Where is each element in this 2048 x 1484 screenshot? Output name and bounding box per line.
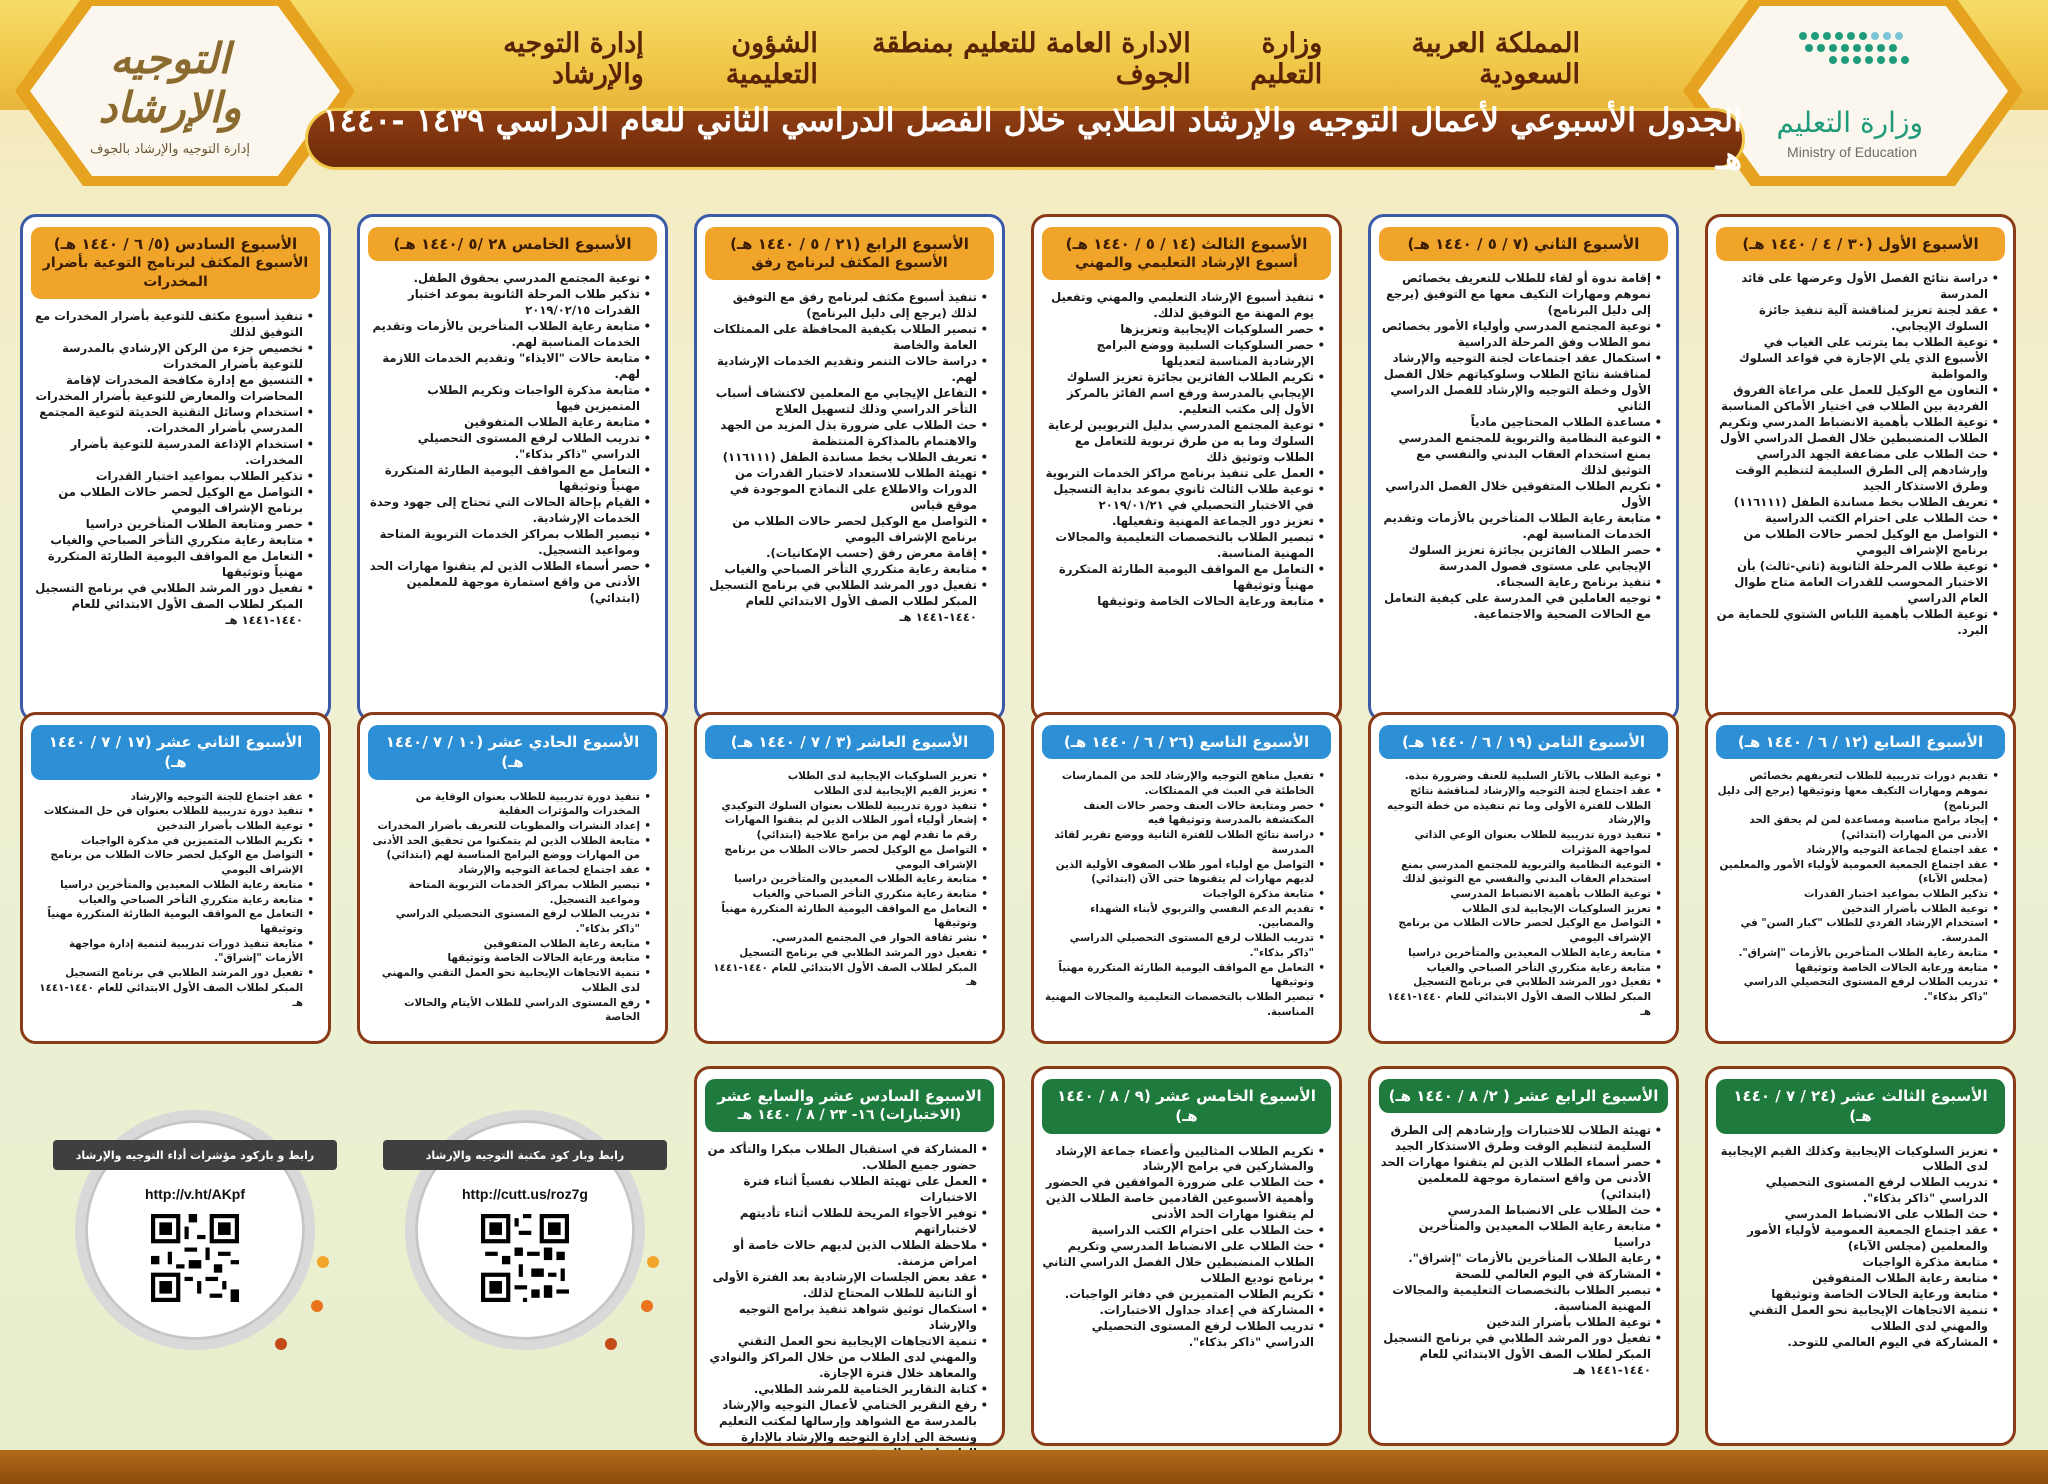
- list-item: • تكريم الطلاب الفائزين بجائزة تعزيز السلوك الإيجابي بالمدرسة ورفع اسم الفائز بالمركز الأول إلى مكتب التعليم.: [1042, 370, 1325, 418]
- list-item: • حصر ومتابعة الطلاب المتأخرين دراسيا: [31, 517, 314, 533]
- list-item: • حث الطلاب على ضرورة بذل المزيد من الجهد والاهتمام بالمذاكرة المنتظمة: [705, 418, 988, 450]
- week-card-header: الأسبوع الثالث عشر (٢٤ / ٧ / ١٤٤٠ هـ): [1716, 1079, 2005, 1134]
- list-item: • تدريب الطلاب لرفع المستوى التحصيلي الدراسي "ذاكر بذكاء".: [368, 431, 651, 463]
- list-item: • عقد اجتماع لجماعة التوجيه والإرشاد: [368, 863, 651, 878]
- list-item: • حث الطلاب على الانضباط المدرسي وتكريم الطلاب المنضبطين خلال الفصل الدراسي الثاني: [1042, 1239, 1325, 1271]
- header-item-guidance: إدارة التوجيه والإرشاد: [503, 28, 644, 90]
- list-item: • كتابة التقارير الختامية للمرشد الطلابي.: [705, 1382, 988, 1398]
- list-item: • حث الطلاب على احترام الكتب الدراسية: [1716, 511, 1999, 527]
- week-task-list: [1708, 767, 2013, 1005]
- list-item: • تكريم الطلاب المثاليين وأعضاء جماعة الإرشاد والمشاركين في برامج الإرشاد: [1042, 1144, 1325, 1176]
- list-item: • حث الطلاب على ضرورة الموافقين في الحضور وأهمية الأسبوعين القادمين خاصة الطلاب الذين لم يتقنوا مهارات الحد الأدنى: [1042, 1175, 1325, 1223]
- list-item: • متابعة رعاية الطلاب المتأخرين بالأزمات "إشراق".: [1716, 946, 1999, 961]
- week-card-header: الأسبوع الحادي عشر (١٠ / ٧ /١٤٤٠ هـ): [368, 725, 657, 780]
- qr-code-icon[interactable]: [481, 1214, 569, 1302]
- header-item-kingdom: المملكة العربية السعودية: [1411, 28, 1580, 90]
- week-card-header: الأسبوع الثاني عشر (١٧ / ٧ / ١٤٤٠ هـ): [31, 725, 320, 780]
- list-item: • المشاركة في اليوم العالمي للتوحد.: [1716, 1335, 1999, 1351]
- list-item: • حصر أسماء الطلاب الذين لم يتقنوا مهارات الحد الأدنى من واقع استمارة موجهة للمعلمين (ابتدائي): [1379, 1155, 1662, 1203]
- list-item: • إعداد النشرات والمطويات للتعريف بأضرار المخدرات: [368, 819, 651, 834]
- list-item: • متابعة رعاية الطلاب المعيدين والمتأخرين دراسيا: [1379, 1219, 1662, 1251]
- list-item: • تقديم الدعم النفسي والتربوي لأبناء الشهداء والمصابين.: [1042, 902, 1325, 931]
- list-item: • التوعية النظامية والتربوية للمجتمع المدرسي بمنع استخدام العقاب البدني والنفسي مع التوثيق لذلك: [1379, 858, 1662, 887]
- week-task-list: [1034, 767, 1339, 1019]
- list-item: • نشر ثقافة الحوار في المجتمع المدرسي.: [705, 931, 988, 946]
- week-card-header: الأسبوع الثالث (١٤ / ٥ / ١٤٤٠ هـ) أسبوع الإرشاد التعليمي والمهني: [1042, 227, 1331, 280]
- list-item: • تنفيذ أسبوع مكثف لبرنامج رفق مع التوفيق لذلك (يرجع إلى دليل البرنامج): [705, 290, 988, 322]
- list-item: • متابعة رعاية متكرري التأخر الصباحي والغياب: [705, 887, 988, 902]
- list-item: • توجيه العاملين في المدرسة على كيفية التعامل مع الحالات الصحية والاجتماعية.: [1379, 591, 1662, 623]
- list-item: • توعية طلاب الثالث ثانوي بموعد بداية التسجيل في الاختبار التحصيلي في ٢٠١٩/٠١/٢١: [1042, 482, 1325, 514]
- list-item: • توعية الطلاب بأهمية الانضباط المدرسي: [1379, 887, 1662, 902]
- list-item: • تبصير الطلاب بالتخصصات التعليمية والمجالات المهنية المناسبة.: [1379, 1283, 1662, 1315]
- list-item: • توعية الطلاب بأضرار التدخين: [1716, 902, 1999, 917]
- list-item: • حصر ومتابعة حالات العنف وحصر حالات العنف المكتشفة بالمدرسة وتوثيقها فيه: [1042, 799, 1325, 828]
- list-item: • التنسيق مع إدارة مكافحة المخدرات لإقامة المحاضرات والمعارض للتوعية بأضرار المخدرات: [31, 373, 314, 405]
- week-card-9: [1031, 712, 1342, 1044]
- list-item: • متابعة رعاية الطلاب المعيدين والمتأخرين دراسيا: [1379, 946, 1662, 961]
- list-item: • متابعة مذكرة الواجبات: [1716, 1255, 1999, 1271]
- list-item: • تقديم دورات تدريبية للطلاب لتعريفهم بخصائص نموهم ومهارات التكيف معها وتوثيقها (يرجع إلى دليل البرنامج): [1716, 769, 1999, 813]
- list-item: • التواصل مع الوكيل لحصر حالات الطلاب من برنامج الإشراف اليومي: [31, 485, 314, 517]
- list-item: • تنفيذ أسبوع مكثف للتوعية بأضرار المخدرات مع التوفيق لذلك: [31, 309, 314, 341]
- list-item: • العمل على تهيئة الطلاب نفسياً أثناء فترة الاختبارات: [705, 1174, 988, 1206]
- list-item: • تعريف الطلاب بخط مساندة الطفل (١١٦١١١): [705, 450, 988, 466]
- list-item: • تعزيز السلوكيات الإيجابية وكذلك القيم الإيجابية لدى الطلاب: [1716, 1144, 1999, 1176]
- list-item: • تبصير الطلاب بمراكز الخدمات التربوية المتاحة ومواعيد التسجيل.: [368, 527, 651, 559]
- list-item: • تعزيز السلوكيات الإيجابية لدى الطلاب: [1379, 902, 1662, 917]
- list-item: • متابعة حالات "الايذاء" وتقديم الخدمات اللازمة لهم.: [368, 351, 651, 383]
- week-card-7: [1705, 712, 2016, 1044]
- list-item: • تخصيص جزء من الركن الإرشادي بالمدرسة للتوعية بأضرار المخدرات: [31, 341, 314, 373]
- list-item: • تنفيذ برنامج رعاية السجناء.: [1379, 575, 1662, 591]
- week-card-header: الأسبوع الرابع (٢١ / ٥ / ١٤٤٠ هـ) الأسبوع المكثف لبرنامج رفق: [705, 227, 994, 280]
- week-card-header: الأسبوع الرابع عشر ( ٢/ ٨ / ١٤٤٠ هـ): [1379, 1079, 1668, 1113]
- list-item: • عقد اجتماع الجمعية العمومية لأولياء الأمور والمعلمين (مجلس الآباء): [1716, 1223, 1999, 1255]
- list-item: • عقد اجتماع لجماعة التوجيه والإرشاد: [1716, 843, 1999, 858]
- list-item: • استكمال توثيق شواهد تنفيذ برامج التوجيه والإرشاد: [705, 1302, 988, 1334]
- list-item: • دراسة نتائج الفصل الأول وعرضها على قائد المدرسة: [1716, 271, 1999, 303]
- list-item: • متابعة رعاية الطلاب المتأخرين بالأزمات وتقديم الخدمات المناسبة لهم.: [368, 319, 651, 351]
- list-item: • إيجاد برامج مناسبة ومساعدة لمن لم يحقق الحد الأدنى من المهارات (ابتدائي): [1716, 813, 1999, 842]
- list-item: • التعامل مع المواقف اليومية الطارئة المتكررة مهنياً وتوثيقها: [368, 463, 651, 495]
- week-task-list: [360, 788, 665, 1026]
- list-item: • تنفيذ أسبوع الإرشاد التعليمي والمهني وتفعيل يوم المهنة مع التوفيق لذلك.: [1042, 290, 1325, 322]
- list-item: • متابعة رعاية الطلاب المعيدين والمتأخرين دراسيا: [705, 872, 988, 887]
- list-item: • حصر السلوكيات الإيجابية وتعزيزها: [1042, 322, 1325, 338]
- week-card-8: [1368, 712, 1679, 1044]
- list-item: • تنمية الاتجاهات الإيجابية نحو العمل التقني والمهني لدى الطلاب من خلال المراكز والنوادي والمعاهد خلال فترة الإجازة.: [705, 1334, 988, 1382]
- list-item: • استخدام وسائل التقنية الحديثة لتوعية المجتمع المدرسي بأضرار المخدرات.: [31, 405, 314, 437]
- week-card-16-17: [694, 1066, 1005, 1446]
- list-item: • تبصير الطلاب بكيفية المحافظة على الممتلكات العامة والخاصة: [705, 322, 988, 354]
- list-item: • التعامل مع المواقف اليومية الطارئة المتكررة مهنياً وتوثيقها: [1042, 562, 1325, 594]
- list-item: • متابعة ورعاية الحالات الخاصة وتوثيقها: [1042, 594, 1325, 610]
- list-item: • توعية المجتمع المدرسي بدليل التربويين لرعاية السلوك وما به من طرق تربوية للتعامل مع الطلاب وتوثيق ذلك: [1042, 418, 1325, 466]
- week-card-header: الاسبوع السادس عشر والسابع عشر (الاختبارات) ١٦- ٢٣ / ٨ / ١٤٤٠ هـ: [705, 1079, 994, 1132]
- list-item: • حث الطلاب على الانضباط المدرسي: [1379, 1203, 1662, 1219]
- qr-label: رابط و باركود مؤشرات أداء التوجيه والإرشاد: [53, 1140, 337, 1170]
- week-card-10: [694, 712, 1005, 1044]
- week-task-list: [23, 307, 328, 629]
- week-task-list: [23, 788, 328, 1011]
- list-item: • عقد اجتماع للجنة التوجيه والإرشاد: [31, 790, 314, 805]
- decorative-dot: [311, 1300, 323, 1312]
- list-item: • توفير الأجواء المريحة للطلاب أثناء تأديتهم لاختباراتهم: [705, 1206, 988, 1238]
- list-item: • تهيئة الطلاب للاختبارات وإرشادهم إلى الطرق السليمة لتنظيم الوقت وطرق الاستذكار الجيد: [1379, 1123, 1662, 1155]
- list-item: • تنفيذ دورة تدريبية للطلاب بعنوان الوعي الذاتي لمواجهة المؤثرات: [1379, 828, 1662, 857]
- list-item: • توعية الطلاب بأضرار التدخين: [1379, 1315, 1662, 1331]
- list-item: • توعية الطلاب بما يترتب على الغياب في الأسبوع الذي يلي الإجازة في قواعد السلوك والمواظبة: [1716, 335, 1999, 383]
- list-item: • عقد اجتماع لجنة التوجيه والإرشاد لمناقشة نتائج الطلاب للفترة الأولى وما تم تنفيذه من خطة التوجيه والإرشاد: [1379, 784, 1662, 828]
- week-task-list: [1371, 1121, 1676, 1379]
- week-card-11: [357, 712, 668, 1044]
- week-task-list: [697, 1140, 1002, 1462]
- list-item: • حصر الطلاب الفائزين بجائزة تعزيز السلوك الإيجابي على مستوى فصول المدرسة: [1379, 543, 1662, 575]
- decorative-dot: [275, 1338, 287, 1350]
- guidance-logo-calligraphy: التوجيه والإرشاد: [98, 34, 242, 132]
- list-item: • التواصل مع الوكيل لحصر حالات الطلاب من برنامج الإشراف اليومي: [1716, 527, 1999, 559]
- week-task-list: [1708, 1142, 2013, 1352]
- list-item: • المشاركة في إعداد جداول الاختبارات.: [1042, 1303, 1325, 1319]
- list-item: • تنفيذ دورة تدريبية للطلاب بعنوان فن حل المشكلات: [31, 804, 314, 819]
- list-item: • التواصل مع الوكيل لحصر حالات الطلاب من برنامج الإشراف اليومي: [1379, 916, 1662, 945]
- list-item: • تنمية الاتجاهات الإيجابية نحو العمل التقني والمهني لدى الطلاب: [1716, 1303, 1999, 1335]
- week-task-list: [1371, 269, 1676, 623]
- week-task-list: [360, 269, 665, 607]
- week-task-list: [1708, 269, 2013, 639]
- list-item: • مساعدة الطلاب المحتاجين مادياً: [1379, 415, 1662, 431]
- guidance-logo-subtitle: إدارة التوجيه والإرشاد بالجوف: [90, 142, 250, 157]
- week-card-header: الأسبوع السادس (٥/ ٦ / ١٤٤٠ هـ) الأسبوع المكثف لبرنامج التوعية بأضرار المخدرات: [31, 227, 320, 299]
- bottom-decorative-band: [0, 1450, 2048, 1484]
- list-item: • التواصل مع الوكيل لحصر حالات الطلاب من برنامج الإشراف اليومي: [705, 843, 988, 872]
- list-item: • متابعة ورعاية الحالات الخاصة وتوثيقها: [1716, 961, 1999, 976]
- header-item-directorate: الادارة العامة للتعليم بمنطقة الجوف: [872, 28, 1191, 90]
- list-item: • توعية الطلاب بالآثار السلبية للعنف وضرورة نبذه.: [1379, 769, 1662, 784]
- list-item: • حصر السلوكيات السلبية ووضع البرامج الإرشادية المناسبة لتعديلها: [1042, 338, 1325, 370]
- week-task-list: [1034, 1142, 1339, 1352]
- list-item: • إقامة معرض رفق (حسب الإمكانيات).: [705, 546, 988, 562]
- list-item: • متابعة رعاية الطلاب المتفوقين: [368, 937, 651, 952]
- qr-url-link[interactable]: http://v.ht/AKpf: [144, 1186, 246, 1202]
- list-item: • متابعة رعاية متكرري التأخر الصباحي والغياب: [1379, 961, 1662, 976]
- week-card-header: الأسبوع التاسع (٢٦ / ٦ / ١٤٤٠ هـ): [1042, 725, 1331, 759]
- list-item: • توعية الطلاب بأضرار التدخين: [31, 819, 314, 834]
- week-card-header: الأسبوع الأول (٣٠ / ٤ / ١٤٤٠ هـ): [1716, 227, 2005, 261]
- list-item: • تفعيل دور المرشد الطلابي في برنامج التسجيل المبكر لطلاب الصف الأول الابتدائي للعام ١٤٤٠-١٤٤١ هـ: [705, 578, 988, 626]
- list-item: • تبصير الطلاب بالتخصصات التعليمية والمجالات المهنية المناسبة.: [1042, 530, 1325, 562]
- list-item: • القيام بإحالة الحالات التي تحتاج إلى جهود وحدة الخدمات الإرشادية.: [368, 495, 651, 527]
- qr-panel-library: [395, 1100, 655, 1360]
- list-item: • تدريب الطلاب لرفع المستوى التحصيلي الدراسي "ذاكر بذكاء".: [1716, 1175, 1999, 1207]
- week-card-5: [357, 214, 668, 722]
- list-item: • استخدام الإذاعة المدرسية للتوعية بأضرار المخدرات.: [31, 437, 314, 469]
- week-card-15: [1031, 1066, 1342, 1446]
- list-item: • تبصير الطلاب بمراكز الخدمات التربوية المتاحة ومواعيد التسجيل.: [368, 878, 651, 907]
- list-item: • التعامل مع المواقف اليومية الطارئة المتكررة مهنياً وتوثيقها: [31, 907, 314, 936]
- list-item: • رفع المستوى الدراسي للطلاب الأيتام والحالات الخاصة: [368, 996, 651, 1025]
- list-item: • العمل على تنفيذ برنامج مراكز الخدمات التربوية: [1042, 466, 1325, 482]
- list-item: • متابعة رعاية الطلاب المعيدين والمتأخرين دراسيا: [31, 878, 314, 893]
- list-item: • تدريب الطلاب لرفع المستوى التحصيلي الدراسي "ذاكر بذكاء".: [1042, 1319, 1325, 1351]
- week-card-header: الأسبوع الثامن (١٩ / ٦ / ١٤٤٠ هـ): [1379, 725, 1668, 759]
- list-item: • تدريب الطلاب لرفع المستوى التحصيلي الدراسي "ذاكر بذكاء".: [368, 907, 651, 936]
- list-item: • تعزيز دور الجماعة المهنية وتفعيلها.: [1042, 514, 1325, 530]
- list-item: • متابعة تنفيذ دورات تدريبية لتنمية إدارة مواجهة الأزمات "إشراق".: [31, 937, 314, 966]
- list-item: • توعية الطلاب بأهمية الانضباط المدرسي وتكريم الطلاب المنضبطين خلال الفصل الدراسي الأول: [1716, 415, 1999, 447]
- list-item: • دراسة حالات التنمر وتقديم الخدمات الإرشادية لهم.: [705, 354, 988, 386]
- list-item: • عقد بعض الجلسات الإرشادية بعد الفترة الأولى أو الثانية للطلاب المحتاج لذلك.: [705, 1270, 988, 1302]
- list-item: • التعاون مع الوكيل للعمل على مراعاة الفروق الفردية بين الطلاب في اختيار الأماكن المناسبة: [1716, 383, 1999, 415]
- list-item: • تفعيل دور المرشد الطلابي في برنامج التسجيل المبكر لطلاب الصف الأول الابتدائي للعام ١٤٤٠-١٤٤١ هـ: [1379, 1331, 1662, 1379]
- list-item: • التواصل مع أولياء أمور طلاب الصفوف الأولية الذين لديهم مهارات لم يتقنوها حتى الآن (ابتدائي): [1042, 858, 1325, 887]
- week-task-list: [697, 288, 1002, 626]
- week-card-header: الأسبوع الخامس عشر (٩ / ٨ / ١٤٤٠ هـ): [1042, 1079, 1331, 1134]
- list-item: • تفعيل دور المرشد الطلابي في برنامج التسجيل المبكر لطلاب الصف الأول الابتدائي للعام ١٤٤٠-١٤٤١ هـ: [705, 946, 988, 990]
- list-item: • متابعة مذكرة الواجبات: [1042, 887, 1325, 902]
- list-item: • تعزيز القيم الإيجابية لدى الطلاب: [705, 784, 988, 799]
- week-card-14: [1368, 1066, 1679, 1446]
- week-task-list: [697, 767, 1002, 990]
- list-item: • تذكير الطلاب بمواعيد اختبار القدرات: [31, 469, 314, 485]
- list-item: • التواصل مع الوكيل لحصر حالات الطلاب من برنامج الإشراف اليومي: [31, 848, 314, 877]
- list-item: • التعامل مع المواقف اليومية الطارئة المتكررة مهنياً وتوثيقها: [705, 902, 988, 931]
- list-item: • التواصل مع الوكيل لحصر حالات الطلاب من برنامج الإشراف اليومي: [705, 514, 988, 546]
- list-item: • تكريم الطلاب المتميزين في دفاتر الواجبات.: [1042, 1287, 1325, 1303]
- decorative-dot: [641, 1300, 653, 1312]
- list-item: • تفعيل مناهج التوجيه والإرشاد للحد من الممارسات الخاطئة في العبث في الممتلكات.: [1042, 769, 1325, 798]
- decorative-dot: [605, 1338, 617, 1350]
- list-item: • حصر أسماء الطلاب الذين لم يتقنوا مهارات الحد الأدنى من واقع استمارة موجهة للمعلمين (ابتدائي): [368, 559, 651, 607]
- week-card-header: الأسبوع الثاني (٧ / ٥ / ١٤٤٠ هـ): [1379, 227, 1668, 261]
- page-title-banner: [305, 101, 1745, 177]
- list-item: • تعزيز السلوكيات الإيجابية لدى الطلاب: [705, 769, 988, 784]
- list-item: • إقامة ندوة أو لقاء للطلاب للتعريف بخصائص نموهم ومهارات التكيف معها مع التوفيق (يرجع إلى دليل البرنامج): [1379, 271, 1662, 319]
- list-item: • دراسة نتائج الطلاب للفترة الثانية ووضع تقرير لقائد المدرسة: [1042, 828, 1325, 857]
- week-card-13: [1705, 1066, 2016, 1446]
- list-item: • استخدام الإرشاد الفردي للطلاب "كبار السن" في المدرسة.: [1716, 916, 1999, 945]
- week-card-1: [1705, 214, 2016, 722]
- list-item: • متابعة رعاية متكرري التأخر الصباحي والغياب: [31, 893, 314, 908]
- decorative-dot: [317, 1256, 329, 1268]
- list-item: • برنامج توديع الطلاب: [1042, 1271, 1325, 1287]
- list-item: • تنمية الاتجاهات الإيجابية نحو العمل التقني والمهني لدى الطلاب: [368, 966, 651, 995]
- list-item: • متابعة الطلاب الذين لم يتمكنوا من تحقيق الحد الأدنى من المهارات ووضع البرامج المناسبة لهم (ابتدائي): [368, 834, 651, 863]
- list-item: • تفعيل دور المرشد الطلابي في برنامج التسجيل المبكر لطلاب الصف الأول الابتدائي للعام ١٤٤٠-١٤٤١ هـ: [31, 966, 314, 1010]
- list-item: • متابعة رعاية متكرري التأخر الصباحي والغياب: [31, 533, 314, 549]
- header-organizations: [420, 28, 1580, 90]
- list-item: • متابعة رعاية متكرري التأخر الصباحي والغياب: [705, 562, 988, 578]
- list-item: • رعاية الطلاب المتأخرين بالأزمات "إشراق".: [1379, 1251, 1662, 1267]
- list-item: • استكمال عقد اجتماعات لجنة التوجيه والإرشاد لمناقشة نتائج الطلاب وسلوكياتهم خلال الفصل الأول وخطة التوجيه والإرشاد للفصل الدراسي الثاني: [1379, 351, 1662, 415]
- list-item: • ملاحظة الطلاب الذين لديهم حالات خاصة أو امراض مزمنة.: [705, 1238, 988, 1270]
- list-item: • المشاركة في اليوم العالمي للصحة: [1379, 1267, 1662, 1283]
- list-item: • تذكير طلاب المرحلة الثانوية بموعد اختبار القدرات ٢٠١٩/٠٢/١٥: [368, 287, 651, 319]
- week-task-list: [1034, 288, 1339, 610]
- list-item: • تدريب الطلاب لرفع المستوى التحصيلي الدراسي "ذاكر بذكاء".: [1716, 975, 1999, 1004]
- week-card-header: الأسبوع السابع (١٢ / ٦ / ١٤٤٠ هـ): [1716, 725, 2005, 759]
- list-item: • متابعة رعاية الطلاب المتفوقين: [1716, 1271, 1999, 1287]
- ministry-logo-english: Ministry of Education: [1787, 144, 1917, 160]
- list-item: • التوعية النظامية والتربوية للمجتمع المدرسي بمنع استخدام العقاب البدني والنفسي مع التوثيق لذلك: [1379, 431, 1662, 479]
- list-item: • تذكير الطلاب بمواعيد اختبار القدرات: [1716, 887, 1999, 902]
- list-item: • توعية طلاب المرحلة الثانوية (ثاني-ثالث) بأن الاختبار المحوسب للقدرات العامة متاح طوال العام الدراسي: [1716, 559, 1999, 607]
- week-card-12: [20, 712, 331, 1044]
- week-card-6: [20, 214, 331, 722]
- week-card-3: [1031, 214, 1342, 722]
- week-card-2: [1368, 214, 1679, 722]
- list-item: • تفعيل دور المرشد الطلابي في برنامج التسجيل المبكر لطلاب الصف الأول الابتدائي للعام ١٤٤٠-١٤٤١ هـ: [1379, 975, 1662, 1019]
- list-item: • حث الطلاب على مضاعفة الجهد الدراسي وإرشادهم إلى الطرق السليمة لتنظيم الوقت وطرق الاستذكار الجيد: [1716, 447, 1999, 495]
- list-item: • المشاركة في استقبال الطلاب مبكرا والتأكد من حضور جميع الطلاب.: [705, 1142, 988, 1174]
- qr-code-icon[interactable]: [151, 1214, 239, 1302]
- header-item-affairs: الشؤون التعليمية: [725, 28, 818, 90]
- list-item: • تكريم الطلاب المتميزين في مذكرة الواجبات: [31, 834, 314, 849]
- list-item: • تدريب الطلاب لرفع المستوى التحصيلي الدراسي "ذاكر بذكاء".: [1042, 931, 1325, 960]
- list-item: • حث الطلاب على الانضباط المدرسي: [1716, 1207, 1999, 1223]
- decorative-dot: [647, 1256, 659, 1268]
- list-item: • متابعة مذكرة الواجبات وتكريم الطلاب المتميزين فيها: [368, 383, 651, 415]
- list-item: • التعامل مع المواقف اليومية الطارئة المتكررة مهنياً وتوثيقها: [1042, 961, 1325, 990]
- list-item: • تفعيل دور المرشد الطلابي في برنامج التسجيل المبكر لطلاب الصف الأول الابتدائي للعام ١٤٤٠-١٤٤١ هـ: [31, 581, 314, 629]
- week-card-4: [694, 214, 1005, 722]
- list-item: • متابعة ورعاية الحالات الخاصة وتوثيقها: [368, 951, 651, 966]
- qr-url-link[interactable]: http://cutt.us/roz7g: [462, 1186, 588, 1202]
- list-item: • تنفيذ دورة تدريبية للطلاب بعنوان الوقاية من المخدرات والمؤثرات العقلية: [368, 790, 651, 819]
- week-card-header: الأسبوع العاشر (٣ / ٧ / ١٤٤٠ هـ): [705, 725, 994, 759]
- list-item: • توعية الطلاب بأهمية اللباس الشتوي للحماية من البرد.: [1716, 607, 1999, 639]
- list-item: • متابعة ورعاية الحالات الخاصة وتوثيقها: [1716, 1287, 1999, 1303]
- page-title: الجدول الأسبوعي لأعمال التوجيه والإرشاد الطلابي خلال الفصل الدراسي الثاني للعام الدراسي ١٤٣٩ -١٤٤٠ هـ: [322, 101, 1742, 177]
- list-item: • تهيئة الطلاب للاستعداد لاختبار القدرات من الدورات والاطلاع على النماذج الموجودة في موقع قياس: [705, 466, 988, 514]
- qr-panel-indicators: [65, 1100, 325, 1360]
- list-item: • تعريف الطلاب بخط مساندة الطفل (١١٦١١١): [1716, 495, 1999, 511]
- week-card-header: الأسبوع الخامس ٢٨ /٥ /١٤٤٠ هـ): [368, 227, 657, 261]
- list-item: • متابعة رعاية الطلاب المتأخرين بالأزمات وتقديم الخدمات المناسبة لهم.: [1379, 511, 1662, 543]
- list-item: • تنفيذ دورة تدريبية للطلاب بعنوان السلوك التوكيدي: [705, 799, 988, 814]
- list-item: • عقد اجتماع الجمعية العمومية لأولياء الأمور والمعلمين (مجلس الآباء): [1716, 858, 1999, 887]
- header-item-ministry: وزارة التعليم: [1250, 28, 1323, 90]
- list-item: • إشعار أولياء أمور الطلاب الذين لم يتقنوا المهارات رقم ما تقدم لهم من برامج علاجية (ابتدائي): [705, 813, 988, 842]
- list-item: • توعية المجتمع المدرسي بحقوق الطفل.: [368, 271, 651, 287]
- guidance-department-logo: [60, 34, 280, 157]
- week-task-list: [1371, 767, 1676, 1019]
- list-item: • حث الطلاب على احترام الكتب الدراسية: [1042, 1223, 1325, 1239]
- list-item: • متابعة رعاية الطلاب المتفوقين: [368, 415, 651, 431]
- list-item: • عقد لجنة تعزيز لمناقشة آلية تنفيذ جائزة السلوك الإيجابي.: [1716, 303, 1999, 335]
- list-item: • تبصير الطلاب بالتخصصات التعليمية والمجالات المهنية المناسبة.: [1042, 990, 1325, 1019]
- ministry-of-education-logo: [1753, 22, 1953, 160]
- list-item: • توعية المجتمع المدرسي وأولياء الأمور بخصائص نمو الطلاب وفق المرحلة الدراسية: [1379, 319, 1662, 351]
- qr-label: رابط وبار كود مكتبة التوجيه والإرشاد: [383, 1140, 667, 1170]
- list-item: • تكريم الطلاب المتفوقين خلال الفصل الدراسي الأول: [1379, 479, 1662, 511]
- list-item: • التعامل مع المواقف اليومية الطارئة المتكررة مهنياً وتوثيقها: [31, 549, 314, 581]
- list-item: • التفاعل الإيجابي مع المعلمين لاكتشاف أسباب التأخر الدراسي وذلك لتسهيل العلاج: [705, 386, 988, 418]
- ministry-logo-arabic: وزارة التعليم: [1776, 106, 1923, 139]
- ministry-dots-icon: [1793, 26, 1913, 70]
- list-item: • رفع التقرير الختامي لأعمال التوجيه والإرشاد بالمدرسة مع الشواهد وإرسالها لمكتب التعليم ونسخة الى إدارة التوجيه والإرشاد بالإدارة: [705, 1398, 988, 1462]
